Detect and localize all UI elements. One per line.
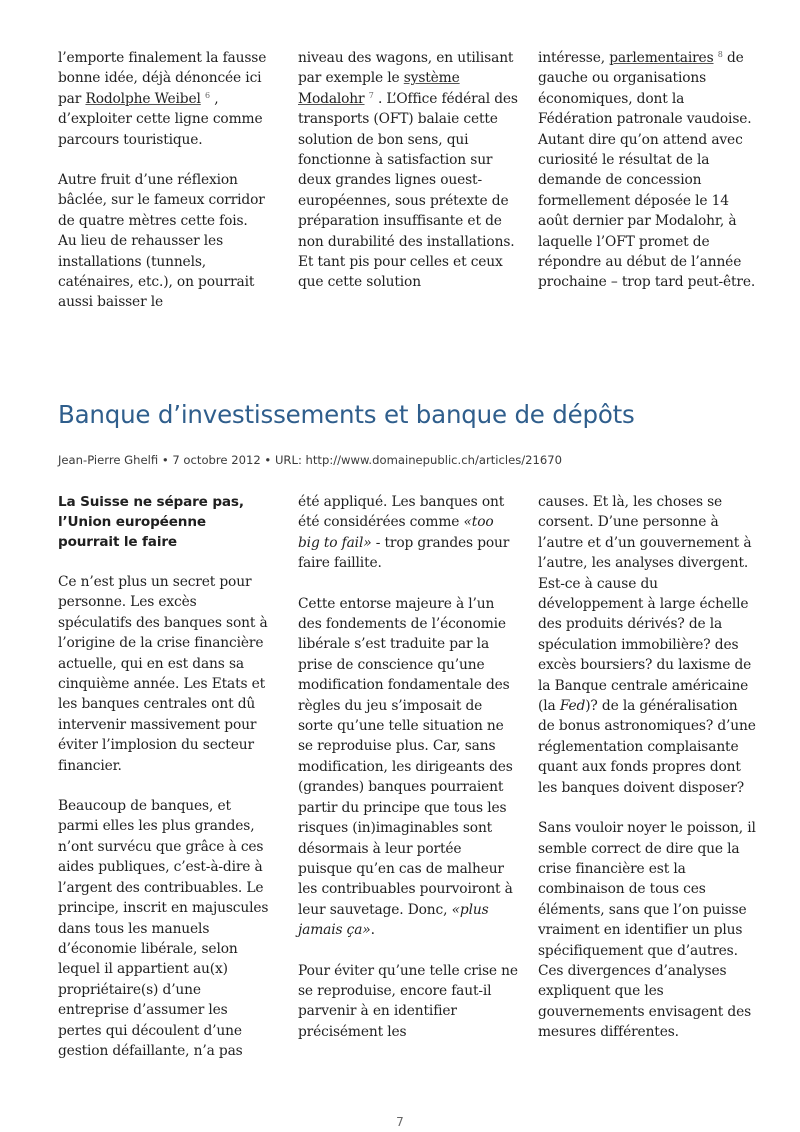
text-run: )? de la généralisation de bonus astronomiques? d’une réglementation complaisante quant aux fonds propres dont les banques doivent disposer? bbox=[538, 698, 756, 796]
italic-quote: «plus jamais ça» bbox=[298, 901, 489, 939]
paragraph: Autre fruit d’une réflexion bâclée, sur le fameux corridor de quatre mètres cette fois. Au lieu de rehausser les installations (tunnels, caténaires, etc.), on pourrait aussi baisser le bbox=[58, 172, 265, 311]
paragraph: Ce n’est plus un secret pour personne. Les excès spéculatifs des banques sont à l’origine de la crise financière actuelle, qui en est dans sa cinquième année. Les Etats et les banques centrales ont dû intervenir massivement pour éviter l’implosion du secteur financier. bbox=[58, 574, 268, 774]
text-run: . L’Office fédéral des transports (OFT) balaie cette solution de bon sens, qui fonctionne à satisfaction sur deux grandes lignes ouest-européennes, sous prétexte de préparation insuffisante et de non durabilité des installations. Et tant pis pour celles et ceux que cette solution bbox=[298, 90, 518, 291]
paragraph bbox=[538, 48, 756, 293]
article-column-2 bbox=[298, 492, 518, 1062]
link-systeme-modalohr[interactable]: système Modalohr bbox=[298, 70, 460, 107]
paragraph bbox=[298, 492, 518, 574]
paragraph bbox=[58, 48, 270, 150]
paragraph: Beaucoup de banques, et parmi elles les plus grandes, n’ont survécu que grâce à ces aides publiques, c’est-à-dire à l’argent des contribuables. Le principe, inscrit en majuscules dans tous les manuels d’économie libérale, selon lequel il appartient au(x) propriétaire(s) d’une entreprise d’assumer les pertes qui découlent d’une gestion défaillante, n’a pas bbox=[58, 798, 269, 1059]
footnote-marker: 8 bbox=[717, 50, 723, 59]
italic-term: Fed bbox=[559, 698, 586, 715]
continued-article-column-3 bbox=[538, 48, 756, 313]
paragraph: Pour éviter qu’une telle crise ne se reproduise, encore faut-il parvenir à en identifier précisément les bbox=[298, 962, 518, 1040]
text-run: causes. Et là, les choses se corsent. D’une personne à l’autre et d’un gouvernement à l’autre, les analyses divergent. Est-ce à cause du développement à large échelle des produits dérivés? de la spéculation immobilière? des excès boursiers? du laxisme de la Banque centrale américaine (la bbox=[538, 494, 752, 715]
article-column-1 bbox=[58, 492, 270, 1081]
article-column-3 bbox=[538, 492, 756, 1063]
continued-article-column-2 bbox=[298, 48, 518, 313]
text-run: l’emporte finalement la fausse bonne idée, déjà dénoncée ici par bbox=[58, 50, 267, 107]
link-parlementaires[interactable]: parlementaires bbox=[609, 50, 714, 66]
text-run: , d’exploiter cette ligne comme parcours touristique. bbox=[58, 90, 263, 148]
paragraph bbox=[298, 48, 518, 293]
text-run: été appliqué. Les banques ont été considérées comme bbox=[298, 494, 505, 531]
text-run: intéresse, bbox=[538, 50, 610, 66]
article-title: Banque d’investissements et banque de dépôts bbox=[58, 400, 635, 429]
article-subheading: La Suisse ne sépare pas, l’Union européenne pourrait le faire bbox=[58, 494, 244, 550]
paragraph bbox=[298, 594, 518, 941]
paragraph: Sans vouloir noyer le poisson, il semble correct de dire que la crise financière est la combinaison de tous ces éléments, sans que l’on puisse vraiment en identifier un plus spécifiquement que d’autres. Ces divergences d’analyses expliquent que les gouvernements envisagent des mesures différentes. bbox=[538, 820, 756, 1041]
text-run: - trop grandes pour faire faillite. bbox=[298, 534, 510, 572]
page-number: 7 bbox=[396, 1115, 404, 1129]
text-run: niveau des wagons, en utilisant par exemple le bbox=[298, 50, 514, 87]
italic-quote: «too big to fail» bbox=[298, 514, 494, 551]
text-run: Cette entorse majeure à l’un des fondements de l’économie libérale s’est traduite par la prise de conscience qu’une modification fondamentale des règles du jeu s’imposait de sorte qu’une telle situation ne se reproduise plus. Car, sans modification, les dirigeants des (grandes) banques pourraient partir du principe que tous les risques (in)imaginables sont désormais à leur portée puisque qu’en cas de malheur les contribuables pourvoiront à leur sauvetage. Donc, bbox=[298, 595, 513, 918]
footnote-marker: 6 bbox=[205, 90, 210, 100]
link-rodolphe-weibel[interactable]: Rodolphe Weibel bbox=[85, 90, 201, 107]
text-run: . bbox=[370, 922, 375, 939]
article-byline: Jean-Pierre Ghelfi • 7 octobre 2012 • URL: http://www.domainepublic.ch/articles/21670 bbox=[58, 453, 563, 467]
text-run: de gauche ou organisations économiques, dont la Fédération patronale vaudoise. Autant dire qu’on attend avec curiosité le résultat de la demande de concession formellement déposée le 14 août dernier par Modalohr, à laquelle l’OFT promet de répondre au début de l’année prochaine – trop tard peut-être. bbox=[538, 50, 756, 291]
footnote-marker: 7 bbox=[368, 90, 374, 100]
paragraph bbox=[538, 492, 756, 798]
continued-article-column-1 bbox=[58, 48, 270, 333]
